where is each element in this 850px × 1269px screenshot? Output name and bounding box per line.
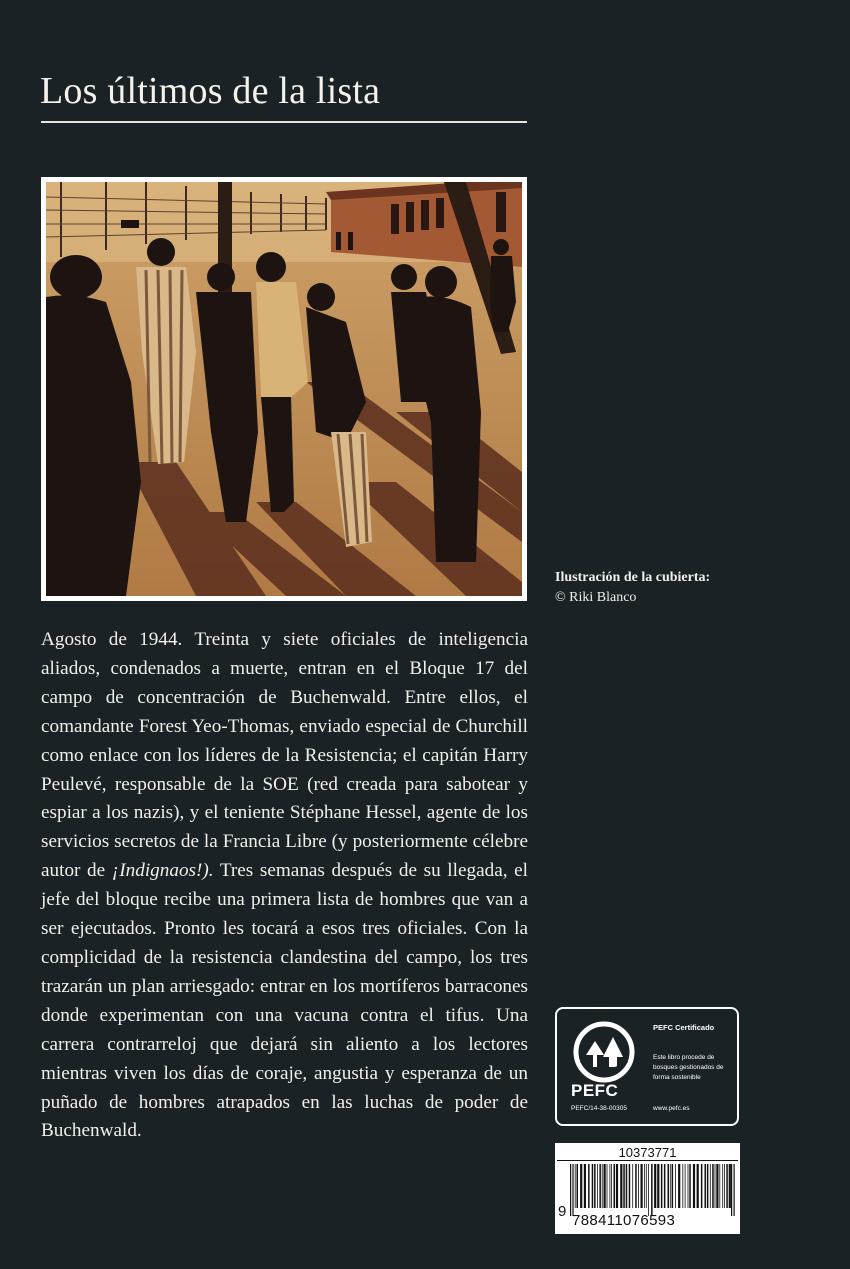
barcode-bar bbox=[722, 1164, 723, 1208]
pefc-tree-logo-icon bbox=[573, 1021, 635, 1083]
barcode-bar bbox=[654, 1164, 656, 1208]
barcode-bar bbox=[707, 1164, 709, 1208]
cover-illustration bbox=[41, 177, 527, 601]
barcode-bar bbox=[664, 1164, 666, 1208]
barcode-bar bbox=[611, 1164, 612, 1208]
barcode-divider bbox=[557, 1160, 738, 1161]
cover-credit bbox=[555, 568, 710, 608]
barcode-bar bbox=[715, 1164, 716, 1208]
barcode-bar bbox=[604, 1164, 606, 1208]
barcode-bar bbox=[688, 1164, 689, 1208]
pefc-website: www.pefc.es bbox=[653, 1105, 690, 1112]
barcode-bar bbox=[729, 1164, 731, 1208]
barcode-bar bbox=[607, 1164, 608, 1208]
credit-label: Ilustración de la cubierta: bbox=[555, 570, 711, 585]
credit-artist: © Riki Blanco bbox=[555, 590, 637, 605]
barcode-bar bbox=[575, 1164, 576, 1208]
barcode-bar bbox=[592, 1164, 594, 1208]
barcode-bar bbox=[620, 1164, 622, 1208]
barcode-bar bbox=[616, 1164, 618, 1208]
barcode-bar bbox=[701, 1164, 703, 1208]
barcode-bar bbox=[712, 1164, 714, 1208]
barcode-bars bbox=[569, 1164, 736, 1216]
barcode-bar bbox=[678, 1164, 680, 1208]
barcode-bar bbox=[682, 1164, 683, 1208]
barcode-bar bbox=[599, 1164, 601, 1208]
barcode-bar bbox=[632, 1164, 633, 1208]
barcode-bar bbox=[577, 1164, 579, 1208]
barcode-bar bbox=[570, 1164, 571, 1216]
title-rule bbox=[41, 121, 527, 123]
barcode-top-number: 10373771 bbox=[618, 1145, 677, 1160]
barcode-bar bbox=[731, 1164, 732, 1216]
barcode-bar bbox=[675, 1164, 676, 1208]
pefc-description: Este libro procede de bosques gestionados de forma sostenible bbox=[653, 1054, 724, 1081]
barcode-bar bbox=[646, 1164, 647, 1208]
back-cover-blurb bbox=[41, 626, 528, 1146]
blurb-rest: Tres semanas después de su llegada, el jefe del bloque recibe una primera lista de hombres que van a ser ejecutados. Pronto les tocará a esos tres oficiales. Con la complicidad de la resistencia clandestina del campo, los tres trazarán un plan arriesgado: entrar en los mortíferos barracones donde experimentan con una vacuna contra el tifus. Una carrera contrarreloj que dejará sin aliento a los lectores mientras viven los días de coraje, angustia y esperanza de un puñado de hombres atrapados en las luchas de poder de Buchenwald. bbox=[41, 860, 528, 1142]
barcode-bar bbox=[689, 1164, 691, 1208]
barcode-bar bbox=[626, 1164, 628, 1208]
barcode-bar bbox=[719, 1164, 720, 1208]
blurb-body: Agosto de 1944. Treinta y siete oficiales de inteligencia aliados, condenados a muerte, entran en el Bloque 17 del campo de concentración de Buchenwald. Entre ellos, el comandante Forest Yeo-Thomas, enviado especial de Churchill como enlace con los líderes de la Resistencia; el capitán Harry Peulevé, responsable de la SOE (red creada para sabotear y espiar a los nazis), y el teniente Stéphane Hessel, agente de los servicios secretos de la Francia Libre (y posteriormente célebre autor de bbox=[41, 629, 528, 882]
barcode-bar bbox=[635, 1164, 637, 1208]
barcode-bar bbox=[584, 1164, 586, 1208]
barcode-bar bbox=[724, 1164, 725, 1208]
barcode-bar bbox=[629, 1164, 631, 1208]
barcode-bar bbox=[705, 1164, 707, 1208]
barcode-bar bbox=[726, 1164, 728, 1208]
blurb-italic-title: ¡Indignaos!). bbox=[111, 860, 214, 882]
barcode-bar bbox=[644, 1164, 645, 1208]
barcode-bar bbox=[670, 1164, 671, 1208]
barcode-bar bbox=[602, 1164, 603, 1208]
barcode-bar bbox=[648, 1164, 649, 1216]
pefc-certification-badge bbox=[555, 1007, 739, 1126]
barcode-bar bbox=[672, 1164, 674, 1208]
barcode-bar bbox=[614, 1164, 616, 1208]
barcode-bar bbox=[710, 1164, 711, 1208]
barcode-bar bbox=[651, 1164, 653, 1216]
illustration-scene bbox=[46, 182, 522, 596]
barcode-bar bbox=[734, 1164, 735, 1216]
barcode-bar bbox=[697, 1164, 699, 1208]
isbn-barcode bbox=[555, 1143, 740, 1234]
barcode-digits: 788411076593 bbox=[572, 1212, 676, 1229]
pefc-logo-word: PEFC bbox=[571, 1081, 619, 1100]
book-title: Los últimos de la lista bbox=[40, 70, 381, 112]
barcode-bar bbox=[685, 1164, 686, 1208]
barcode-bar bbox=[638, 1164, 639, 1208]
barcode-bar bbox=[661, 1164, 663, 1208]
barcode-bar bbox=[623, 1164, 625, 1208]
barcode-bar bbox=[597, 1164, 598, 1208]
pefc-code: PEFC/14-38-00305 bbox=[571, 1105, 628, 1112]
barcode-bar bbox=[588, 1164, 590, 1208]
barcode-bar bbox=[572, 1164, 573, 1216]
pefc-certified: PEFC Certificado bbox=[653, 1023, 715, 1032]
barcode-bar bbox=[668, 1164, 670, 1208]
barcode-bar bbox=[641, 1164, 643, 1208]
barcode-bar bbox=[594, 1164, 596, 1208]
barcode-bar bbox=[716, 1164, 718, 1208]
barcode-lead-digit: 9 bbox=[558, 1203, 567, 1220]
barcode-bar bbox=[693, 1164, 695, 1208]
barcode-bar bbox=[580, 1164, 582, 1208]
barcode-bar bbox=[657, 1164, 659, 1208]
barcode-bar bbox=[610, 1164, 611, 1208]
